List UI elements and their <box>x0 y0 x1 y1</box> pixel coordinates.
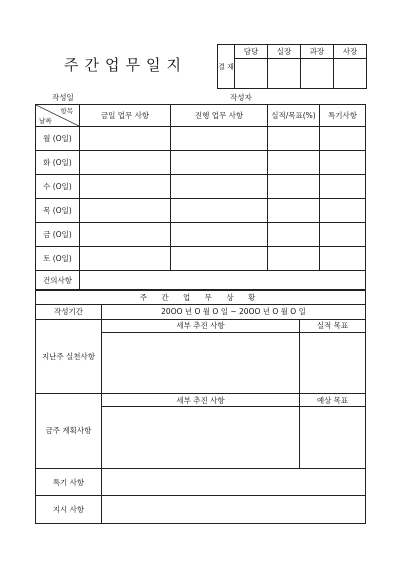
this-week-detail-field[interactable] <box>102 407 300 468</box>
approval-role-staff: 담당 <box>235 45 268 59</box>
table-cell[interactable] <box>320 127 366 151</box>
day-label-sat: 토 (O일) <box>36 247 80 271</box>
suggestion-label: 건의사항 <box>36 271 80 290</box>
this-week-target-field[interactable] <box>300 407 366 468</box>
table-cell[interactable] <box>171 127 268 151</box>
day-label-mon: 월 (O일) <box>36 127 80 151</box>
table-cell[interactable] <box>268 247 320 271</box>
table-cell[interactable] <box>80 127 171 151</box>
table-cell[interactable] <box>171 223 268 247</box>
col-header-notes: 특기사항 <box>320 105 366 127</box>
table-cell[interactable] <box>171 199 268 223</box>
day-label-fri: 금 (O일) <box>36 223 80 247</box>
weekly-header: 주 간 업 무 상 황 <box>36 291 366 305</box>
this-week-col-detail: 세부 추진 사항 <box>102 394 300 407</box>
date-label: 작성일 <box>52 93 74 102</box>
table-cell[interactable] <box>268 151 320 175</box>
table-cell[interactable] <box>320 247 366 271</box>
last-week-label: 지난주 실천사항 <box>36 319 102 394</box>
approval-sign-cell[interactable] <box>235 59 268 89</box>
approval-box <box>217 44 367 89</box>
special-notes-label: 특기 사항 <box>36 468 102 496</box>
day-label-wed: 수 (O일) <box>36 175 80 199</box>
approval-role-director: 실장 <box>268 45 301 59</box>
period-label: 작성기간 <box>36 305 102 319</box>
table-cell[interactable] <box>320 223 366 247</box>
col-header-today: 금일 업무 사항 <box>80 105 171 127</box>
author-label: 작성자 <box>230 93 252 102</box>
this-week-label: 금주 계획사항 <box>36 394 102 469</box>
page-title: 주간업무일지 <box>64 56 187 74</box>
daily-table <box>35 104 366 290</box>
last-week-col-detail: 세부 추진 사항 <box>102 319 300 332</box>
last-week-target-field[interactable] <box>300 332 366 393</box>
weekly-table <box>35 290 366 524</box>
table-cell[interactable] <box>320 175 366 199</box>
approval-sign-cell[interactable] <box>268 59 301 89</box>
approval-sign-cell[interactable] <box>301 59 334 89</box>
period-value[interactable]: 20OO 년 O 월 O 일 ~ 20OO 년 O 월 O 일 <box>102 305 366 319</box>
table-cell[interactable] <box>320 199 366 223</box>
table-cell[interactable] <box>320 151 366 175</box>
day-label-thu: 목 (O일) <box>36 199 80 223</box>
special-notes-field[interactable] <box>102 468 366 496</box>
approval-role-president: 사장 <box>334 45 367 59</box>
table-cell[interactable] <box>268 199 320 223</box>
approval-role-manager: 과장 <box>301 45 334 59</box>
this-week-col-target: 예상 목표 <box>300 394 366 407</box>
last-week-col-target: 실적 목표 <box>300 319 366 332</box>
table-cell[interactable] <box>268 175 320 199</box>
table-cell[interactable] <box>268 223 320 247</box>
table-cell[interactable] <box>171 175 268 199</box>
last-week-detail-field[interactable] <box>102 332 300 393</box>
day-label-tue: 화 (O일) <box>36 151 80 175</box>
table-cell[interactable] <box>80 175 171 199</box>
suggestion-field[interactable] <box>80 271 366 290</box>
table-cell[interactable] <box>80 223 171 247</box>
instructions-label: 지시 사항 <box>36 496 102 524</box>
approval-sign-cell[interactable] <box>334 59 367 89</box>
table-cell[interactable] <box>171 151 268 175</box>
col-header-performance: 실적/목표(%) <box>268 105 320 127</box>
approval-side-label: 결 재 <box>218 45 235 89</box>
table-cell[interactable] <box>268 127 320 151</box>
table-cell[interactable] <box>80 247 171 271</box>
corner-header <box>36 105 80 127</box>
instructions-field[interactable] <box>102 496 366 524</box>
table-cell[interactable] <box>80 151 171 175</box>
table-cell[interactable] <box>80 199 171 223</box>
corner-date-label: 날짜 <box>39 117 52 125</box>
table-cell[interactable] <box>171 247 268 271</box>
col-header-progress: 진행 업무 사항 <box>171 105 268 127</box>
corner-item-label: 항목 <box>60 107 73 115</box>
